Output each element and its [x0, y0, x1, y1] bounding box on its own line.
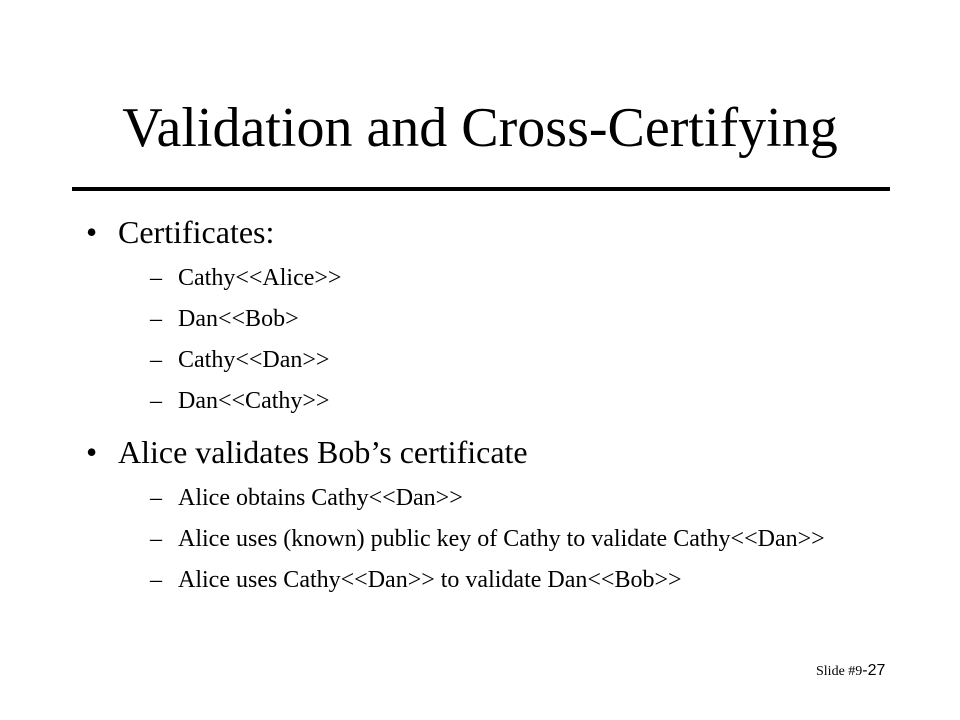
slide-number-suffix: -27: [862, 662, 886, 679]
slide-title: Validation and Cross-Certifying: [122, 97, 838, 159]
sub-item: [80, 484, 880, 513]
sub-item: [80, 305, 880, 334]
bullet-marker: •: [86, 214, 98, 250]
sub-item: [80, 264, 880, 293]
sub-item: [80, 566, 880, 595]
sub-item-text: Dan<<Bob>: [178, 306, 299, 332]
dash-marker: –: [150, 347, 162, 373]
title-underline: [72, 187, 890, 191]
bullet-marker: •: [86, 434, 98, 470]
dash-marker: –: [150, 265, 162, 291]
sub-item: [80, 346, 880, 375]
sub-item: [80, 525, 880, 554]
sub-item-text: Cathy<<Alice>>: [178, 265, 342, 291]
slide-content: [80, 212, 880, 595]
dash-marker: –: [150, 306, 162, 332]
dash-marker: –: [150, 567, 162, 593]
bullet-certificates: [80, 212, 880, 252]
sub-item-text: Dan<<Cathy>>: [178, 388, 330, 414]
bullet-text: Certificates:: [118, 214, 275, 250]
sub-item-text: Alice obtains Cathy<<Dan>>: [178, 485, 463, 511]
sub-item-text: Alice uses (known) public key of Cathy to validate Cathy<<Dan>>: [178, 526, 825, 552]
dash-marker: –: [150, 388, 162, 414]
bullet-validation: [80, 432, 880, 472]
bullet-text: Alice validates Bob’s certificate: [118, 434, 528, 470]
sub-item-text: Alice uses Cathy<<Dan>> to validate Dan<<Bob>>: [178, 567, 682, 593]
sub-item: [80, 387, 880, 416]
slide-number: [816, 662, 885, 680]
dash-marker: –: [150, 485, 162, 511]
slide-number-prefix: Slide #9: [816, 664, 863, 679]
sub-item-text: Cathy<<Dan>>: [178, 347, 330, 373]
dash-marker: –: [150, 526, 162, 552]
